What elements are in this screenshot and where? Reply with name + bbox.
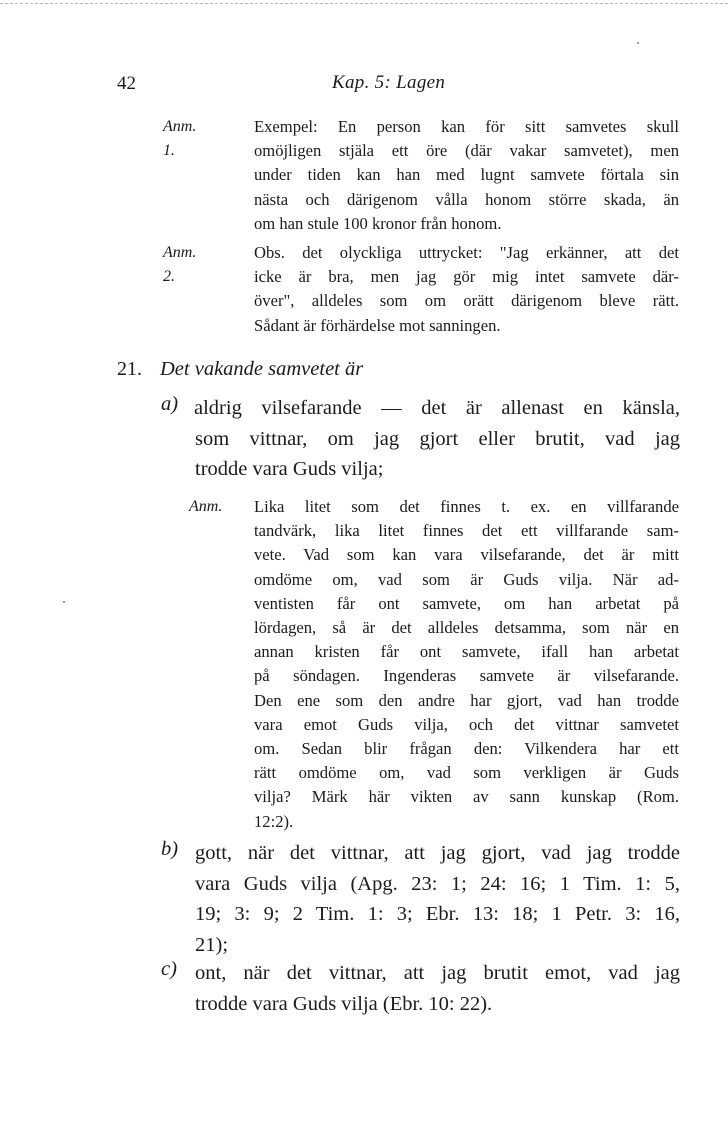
text-line: aldrig vilsefarande — det är allenast en känsla, (194, 397, 680, 419)
note-text (254, 495, 679, 834)
text-line: tandvärk, lika litet finnes det ett villfarande sam- (254, 521, 679, 541)
item-text-a (195, 393, 680, 485)
text-line: vara Guds vilja (Apg. 23: 1; 24: 16; 1 Tim. 1: 5, (195, 872, 680, 895)
text-line: Den ene som den andre har gjort, vad han trodde (254, 690, 679, 710)
text-line: om. Sedan blir frågan den: Vilkendera har ett (254, 739, 679, 759)
page-number: 42 (117, 73, 136, 94)
item-label-a: a) (161, 393, 179, 415)
item-label-b: b) (161, 838, 179, 860)
text-line: vete. Vad som kan vara vilsefarande, det är mitt (254, 545, 679, 565)
text-line: ventisten får ont samvete, om han arbetat på (254, 593, 679, 613)
text-line: rätt omdöme om, vad som verkligen är Guds (254, 763, 679, 783)
note-label: Anm. (189, 498, 223, 515)
item-label-c: c) (161, 958, 177, 980)
scan-edge-line (0, 3, 728, 5)
text-line: Lika litet som det finnes t. ex. en villfarande (254, 497, 679, 516)
text-line: vara emot Guds vilja, och det vittnar samvetet (254, 714, 679, 734)
text-line: om han stule 100 kronor från honom. (254, 213, 502, 233)
text-line: Exempel: En person kan för sitt samvetes skull (254, 117, 679, 136)
text-line: på söndagen. Ingenderas samvete är vilsefarande. (254, 666, 679, 686)
item-text-b (195, 838, 680, 960)
text-line: Obs. det olyckliga uttrycket: "Jag erkänner, att det (254, 243, 679, 262)
text-line: 21); (195, 933, 229, 956)
text-line: nästa och därigenom vålla honom större skada, än (254, 189, 679, 209)
text-line: 19; 3: 9; 2 Tim. 1: 3; Ebr. 13: 18; 1 Petr. 3: 16, (195, 903, 680, 926)
text-line: vilja? Märk här vikten av sann kunskap (Rom. (254, 787, 679, 807)
text-line: ont, när det vittnar, att jag brutit emot, vad jag (195, 962, 680, 984)
running-head: Kap. 5: Lagen (332, 72, 446, 93)
text-line: 12:2). (254, 811, 294, 831)
text-line: trodde vara Guds vilja; (195, 458, 384, 481)
item-text-c (195, 958, 680, 1019)
section-title: Det vakande samvetet är (160, 358, 364, 380)
text-line: över", alldeles som om orätt därigenom bleve rätt. (254, 291, 679, 311)
scan-speck (63, 601, 65, 603)
text-line: Sådant är förhärdelse mot sanningen. (254, 315, 501, 335)
text-line: trodde vara Guds vilja (Ebr. 10: 22). (195, 992, 493, 1015)
note-text (254, 241, 679, 338)
text-line: annan kristen får ont samvete, ifall han arbetat (254, 642, 679, 662)
text-line: som vittnar, om jag gjort eller brutit, vad jag (195, 427, 680, 450)
text-line: omdöme om, vad som är Guds vilja. När ad- (254, 569, 679, 589)
text-line: omöjligen stjäla ett öre (där vakar samvetet), men (254, 141, 679, 161)
text-line: under tiden kan han med lugnt samvete förtala sin (254, 165, 679, 185)
note-label: Anm. 1. (163, 118, 197, 160)
text-line: lördagen, så är det alldeles detsamma, som när en (254, 618, 679, 638)
text-line: icke är bra, men jag gör mig intet samvete där- (254, 267, 679, 287)
text-line: gott, när det vittnar, att jag gjort, vad jag trodde (195, 842, 680, 864)
section-number: 21. (117, 358, 142, 380)
note-label: Anm. 2. (163, 244, 197, 286)
scan-speck (637, 42, 639, 44)
note-text (254, 115, 679, 236)
